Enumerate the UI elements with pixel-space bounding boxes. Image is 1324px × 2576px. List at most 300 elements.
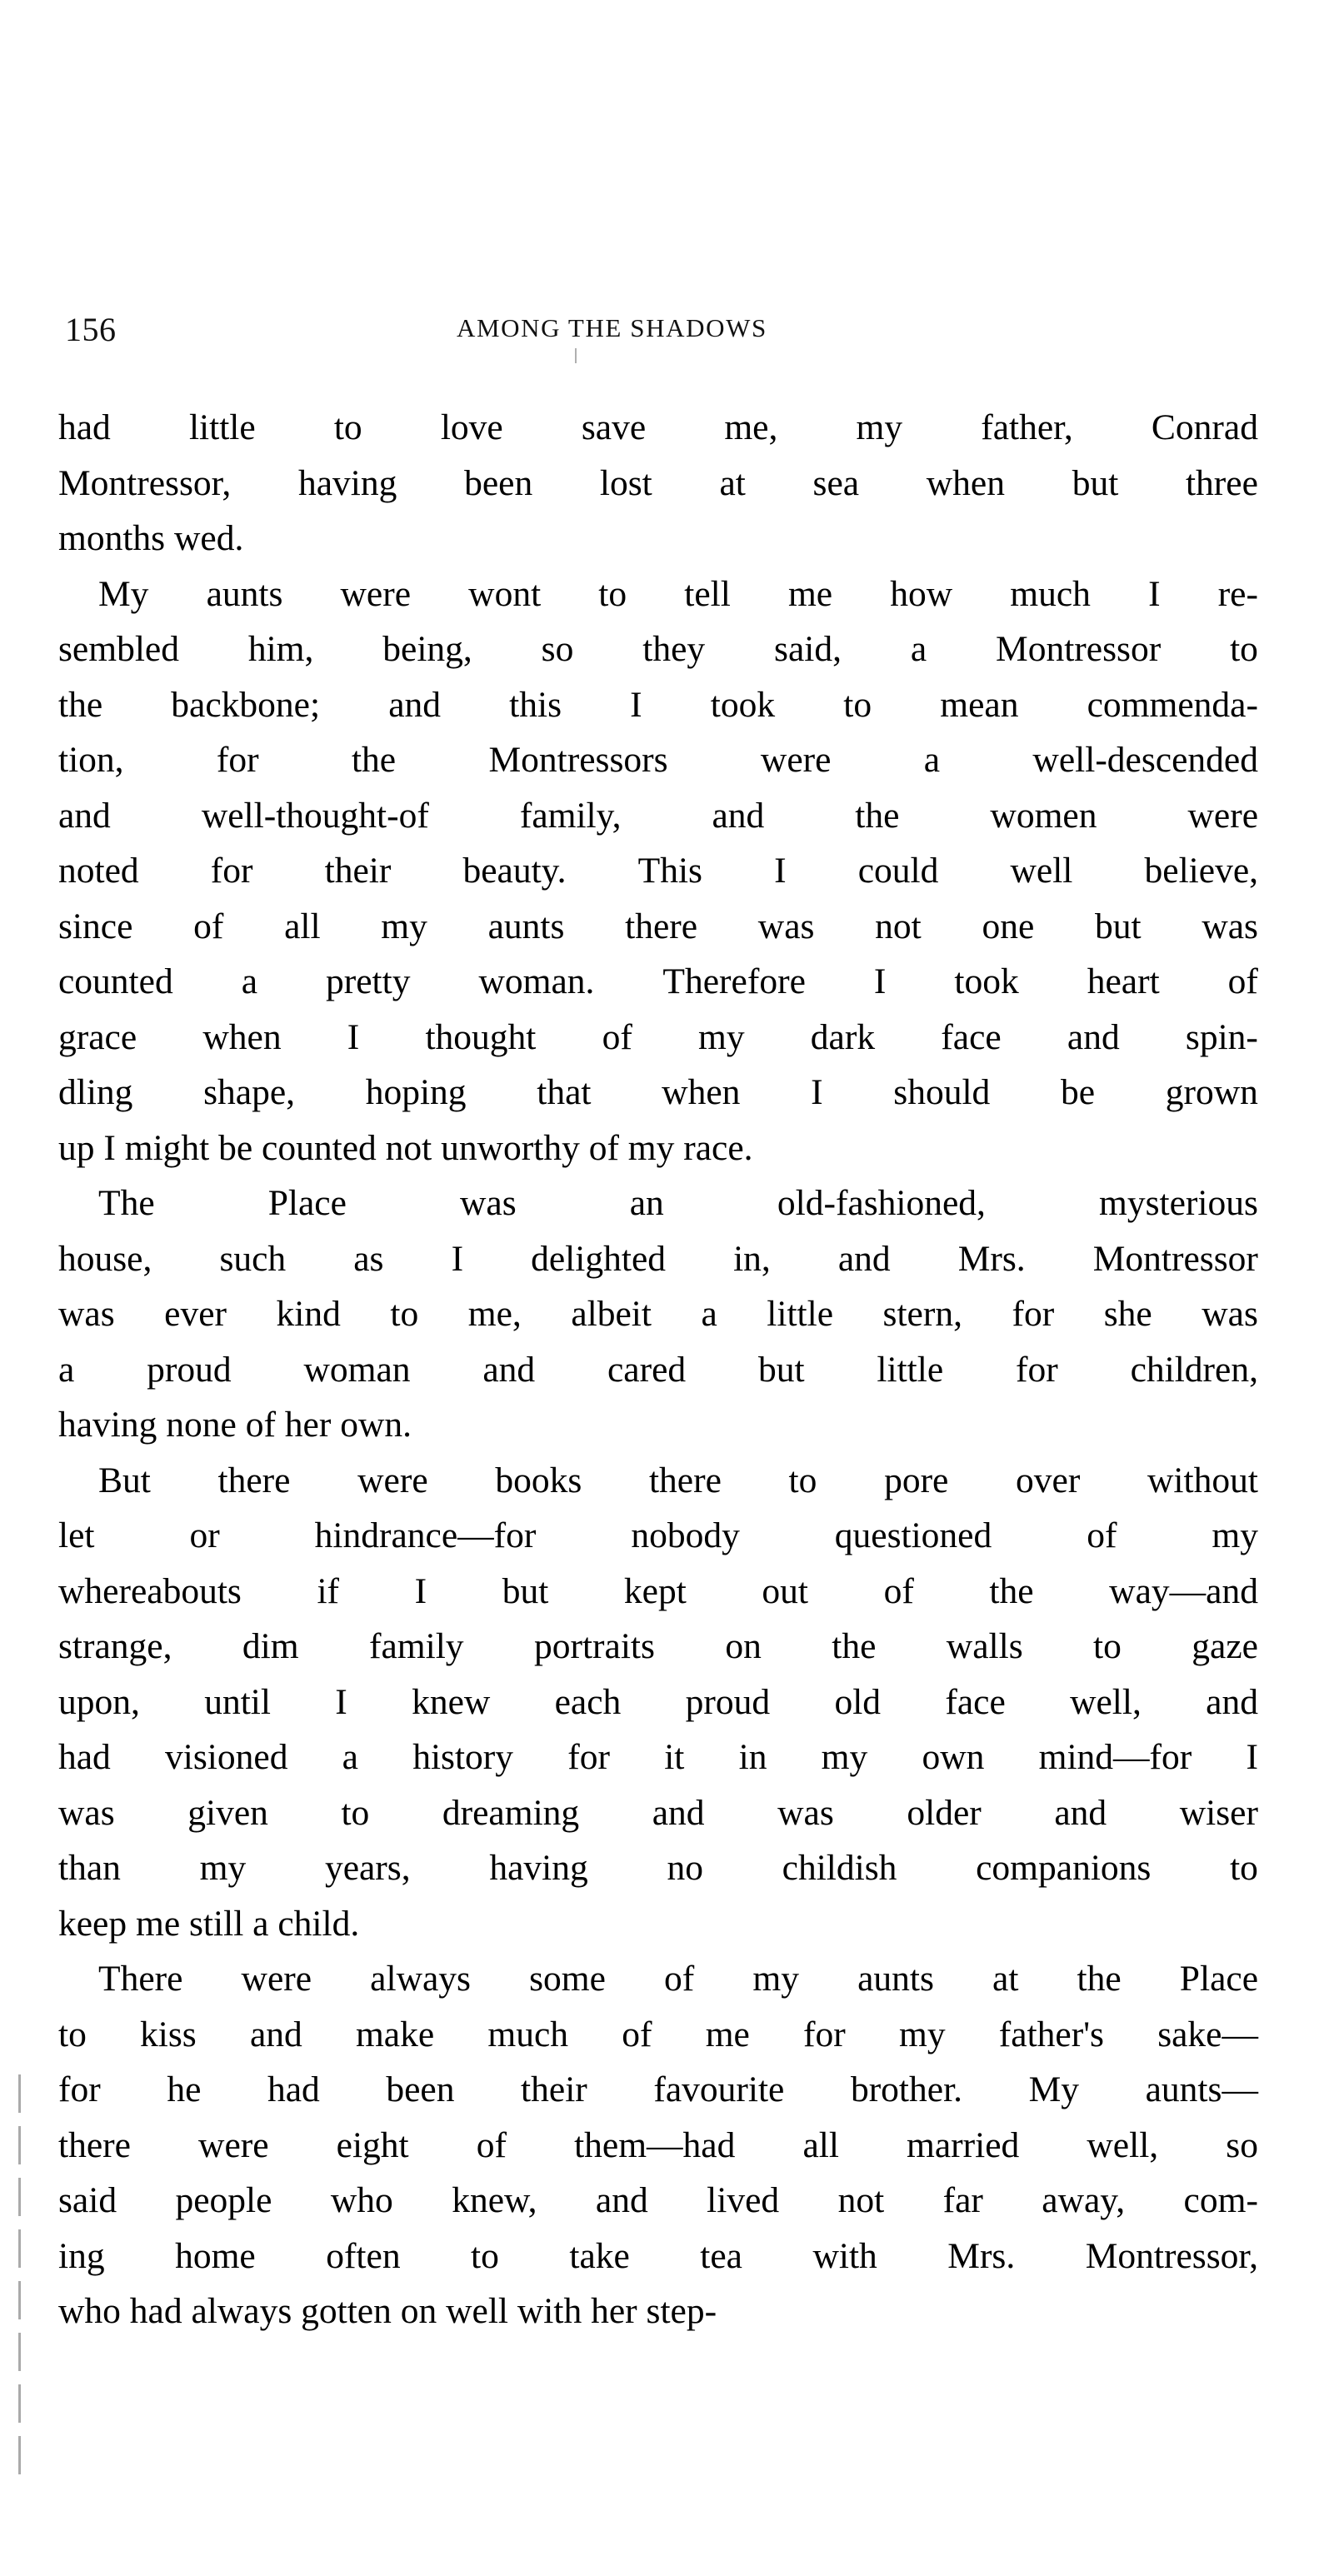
- text-line: [58, 2062, 1258, 2118]
- word: and: [58, 795, 111, 836]
- word: were: [241, 1959, 312, 1999]
- word: for: [567, 1737, 610, 1777]
- word: I: [347, 1016, 360, 1057]
- text-line: [58, 456, 1258, 512]
- word: there: [217, 1460, 291, 1500]
- word: kiss: [140, 2014, 197, 2054]
- word: was: [1202, 1294, 1258, 1334]
- word: they: [642, 629, 706, 669]
- word: tea: [700, 2235, 742, 2276]
- word: face: [941, 1016, 1002, 1057]
- word: took: [710, 684, 776, 725]
- word: dreaming: [442, 1792, 580, 1833]
- word: me,: [467, 1294, 522, 1334]
- word: me: [705, 2014, 750, 2054]
- text-line: [58, 2007, 1258, 2063]
- word: to: [843, 684, 872, 725]
- word: it: [664, 1737, 685, 1777]
- word: old: [834, 1681, 882, 1722]
- word: of: [602, 1016, 632, 1057]
- word: all: [802, 2124, 839, 2165]
- text-line: [58, 2118, 1258, 2174]
- word: when: [926, 462, 1005, 503]
- word: home: [175, 2235, 256, 2276]
- word: sembled: [58, 629, 179, 669]
- word: visioned: [165, 1737, 288, 1777]
- word: family: [368, 1626, 464, 1666]
- word: Montressor: [996, 629, 1162, 669]
- word: was: [58, 1294, 115, 1334]
- word: and: [1206, 1681, 1258, 1722]
- word: in: [738, 1737, 767, 1777]
- word: mind—for: [1038, 1737, 1192, 1777]
- word: hoping: [365, 1072, 467, 1112]
- text-line: [58, 2173, 1258, 2229]
- word: were: [1187, 795, 1258, 836]
- word: stern,: [882, 1294, 962, 1334]
- word: me,: [724, 407, 778, 447]
- word: each: [554, 1681, 622, 1722]
- word: some: [529, 1959, 606, 1999]
- word: to: [471, 2235, 499, 2276]
- word: sea: [812, 462, 860, 503]
- word: my: [856, 407, 903, 447]
- word: My: [98, 573, 149, 614]
- word: she: [1103, 1294, 1152, 1334]
- text-line: [58, 1785, 1258, 1841]
- text-line: [58, 1342, 1258, 1398]
- word: their: [521, 2069, 587, 2109]
- word: ever: [164, 1294, 227, 1334]
- word: on: [725, 1626, 762, 1666]
- page-header: [65, 310, 1257, 348]
- word: books: [495, 1460, 582, 1500]
- word: but: [758, 1349, 805, 1390]
- word: out: [762, 1570, 808, 1611]
- word: brother.: [850, 2069, 963, 2109]
- word: to: [390, 1294, 419, 1334]
- word: wont: [468, 573, 542, 614]
- word: for: [210, 851, 253, 891]
- text-line: [58, 1951, 1258, 2007]
- word: if: [317, 1570, 340, 1611]
- word: people: [175, 2180, 272, 2220]
- word: so: [1226, 2124, 1258, 2165]
- word: all: [284, 906, 321, 946]
- word: kept: [623, 1570, 687, 1611]
- word: such: [219, 1238, 287, 1279]
- text-line: months wed.: [58, 518, 244, 558]
- word: of: [883, 1570, 914, 1611]
- word: been: [386, 2069, 455, 2109]
- word: commenda-: [1087, 684, 1258, 725]
- word: given: [187, 1792, 268, 1833]
- word: could: [857, 851, 939, 891]
- word: my: [698, 1016, 745, 1057]
- word: father's: [998, 2014, 1104, 2054]
- word: much: [1010, 573, 1091, 614]
- word: how: [890, 573, 953, 614]
- word: my: [1212, 1515, 1258, 1555]
- word: and: [595, 2180, 648, 2220]
- word: save: [581, 407, 647, 447]
- text-line: keep me still a child.: [58, 1903, 360, 1944]
- word: heart: [1087, 961, 1160, 1001]
- word: was: [777, 1792, 834, 1833]
- word: woman: [303, 1349, 411, 1390]
- word: of: [193, 906, 224, 946]
- word: This: [637, 851, 702, 891]
- text-line: [58, 788, 1258, 844]
- word: re-: [1217, 573, 1258, 614]
- word: well: [1010, 851, 1073, 891]
- word: were: [340, 573, 412, 614]
- word: lived: [707, 2180, 780, 2220]
- word: married: [907, 2124, 1020, 2165]
- word: My: [1028, 2069, 1080, 2109]
- word: make: [355, 2014, 435, 2054]
- word: be: [1060, 1072, 1096, 1112]
- word: Conrad: [1151, 407, 1258, 447]
- word: having: [489, 1848, 588, 1888]
- word: Place: [1179, 1959, 1258, 1999]
- word: being,: [382, 629, 472, 669]
- word: for: [216, 740, 259, 780]
- word: but: [502, 1570, 549, 1611]
- word: beauty.: [462, 851, 567, 891]
- word: wiser: [1179, 1792, 1258, 1833]
- word: But: [98, 1460, 151, 1500]
- word: love: [440, 407, 503, 447]
- word: for: [1012, 1294, 1055, 1334]
- word: who: [330, 2180, 393, 2220]
- word: my: [199, 1848, 247, 1888]
- word: questioned: [834, 1515, 992, 1555]
- text-line: [58, 1065, 1258, 1121]
- word: Montressor: [1092, 1238, 1258, 1279]
- text-line: [58, 1176, 1258, 1231]
- word: backbone;: [171, 684, 321, 725]
- word: my: [752, 1959, 799, 1999]
- word: three: [1185, 462, 1258, 503]
- word: of: [664, 1959, 695, 1999]
- word: noted: [58, 851, 139, 891]
- word: whereabouts: [58, 1570, 242, 1611]
- word: thought: [425, 1016, 537, 1057]
- word: one: [982, 906, 1035, 946]
- text-line: up I might be counted not unworthy of my race.: [58, 1127, 753, 1168]
- word: a: [701, 1294, 717, 1334]
- body-text: [58, 400, 1258, 2339]
- word: my: [821, 1737, 868, 1777]
- word: I: [873, 961, 887, 1001]
- word: I: [774, 851, 787, 891]
- word: companions: [976, 1848, 1152, 1888]
- word: I: [451, 1238, 464, 1279]
- text-line: having none of her own.: [58, 1405, 412, 1445]
- word: until: [204, 1681, 271, 1722]
- word: knew: [412, 1681, 491, 1722]
- word: not: [875, 906, 922, 946]
- word: family,: [519, 795, 622, 836]
- word: upon,: [58, 1681, 140, 1722]
- word: there: [648, 1460, 722, 1500]
- word: when: [662, 1072, 741, 1112]
- word: a: [241, 961, 258, 1001]
- word: hindrance—for: [314, 1515, 537, 1555]
- word: mean: [940, 684, 1019, 725]
- word: should: [893, 1072, 991, 1112]
- text-line: [58, 400, 1258, 456]
- text-line: [58, 954, 1258, 1010]
- word: aunts—: [1145, 2069, 1258, 2109]
- gutter-margin-mark: [18, 2074, 21, 2474]
- word: portraits: [533, 1626, 655, 1666]
- text-line: [58, 677, 1258, 733]
- word: no: [667, 1848, 703, 1888]
- word: house,: [58, 1238, 152, 1279]
- word: far: [942, 2180, 983, 2220]
- word: aunts: [206, 573, 283, 614]
- word: so: [541, 629, 574, 669]
- text-line: [58, 1231, 1258, 1287]
- word: took: [954, 961, 1019, 1001]
- word: and: [482, 1349, 536, 1390]
- word: said,: [774, 629, 842, 669]
- word: knew,: [452, 2180, 537, 2220]
- word: older: [907, 1792, 982, 1833]
- word: but: [1095, 906, 1142, 946]
- word: for: [803, 2014, 846, 2054]
- word: the: [351, 740, 397, 780]
- word: and: [1054, 1792, 1107, 1833]
- word: Place: [267, 1183, 347, 1223]
- text-line: who had always gotten on well with her step-: [58, 2291, 717, 2331]
- word: to: [341, 1792, 370, 1833]
- word: years,: [324, 1848, 411, 1888]
- word: he: [167, 2069, 202, 2109]
- header-tick-mark: [575, 348, 577, 363]
- word: me: [787, 573, 833, 614]
- word: and: [652, 1792, 705, 1833]
- word: sake—: [1157, 2014, 1258, 2054]
- word: spin-: [1185, 1016, 1258, 1057]
- word: were: [760, 740, 832, 780]
- word: much: [487, 2014, 569, 2054]
- text-line: [58, 1730, 1258, 1785]
- word: little: [767, 1294, 834, 1334]
- word: delighted: [531, 1238, 666, 1279]
- word: for: [58, 2069, 101, 2109]
- word: their: [324, 851, 392, 891]
- word: grace: [58, 1016, 137, 1057]
- word: well-descended: [1032, 740, 1258, 780]
- word: Montressor,: [1085, 2235, 1258, 2276]
- word: let: [58, 1515, 95, 1555]
- word: little: [188, 407, 256, 447]
- word: and: [837, 1238, 891, 1279]
- word: but: [1072, 462, 1119, 503]
- word: eight: [336, 2124, 409, 2165]
- word: was: [1202, 906, 1258, 946]
- word: the: [58, 684, 103, 725]
- text-line: [58, 1453, 1258, 1509]
- word: to: [1230, 629, 1258, 669]
- word: were: [198, 2124, 269, 2165]
- word: there: [625, 906, 698, 946]
- word: albeit: [571, 1294, 652, 1334]
- word: always: [370, 1959, 471, 1999]
- word: to: [1230, 1848, 1258, 1888]
- word: Mrs.: [957, 1238, 1026, 1279]
- word: favourite: [653, 2069, 785, 2109]
- word: childish: [782, 1848, 897, 1888]
- text-line: [58, 732, 1258, 788]
- word: pore: [884, 1460, 949, 1500]
- word: I: [630, 684, 642, 725]
- word: had: [58, 1737, 111, 1777]
- word: I: [1246, 1737, 1258, 1777]
- word: old-fashioned,: [777, 1183, 986, 1223]
- word: counted: [58, 961, 173, 1001]
- word: a: [923, 740, 941, 780]
- text-line: [58, 1286, 1258, 1342]
- text-line: [58, 622, 1258, 677]
- word: not: [837, 2180, 885, 2220]
- word: the: [832, 1626, 877, 1666]
- word: Therefore: [662, 961, 806, 1001]
- word: aunts: [487, 906, 565, 946]
- word: of: [1227, 961, 1258, 1001]
- word: over: [1016, 1460, 1081, 1500]
- word: dling: [58, 1072, 133, 1112]
- word: dim: [242, 1626, 299, 1666]
- word: the: [855, 795, 900, 836]
- word: to: [1093, 1626, 1122, 1666]
- word: the: [989, 1570, 1034, 1611]
- word: was: [58, 1792, 115, 1833]
- text-line: [58, 1508, 1258, 1564]
- word: to: [58, 2014, 87, 2054]
- word: at: [719, 462, 746, 503]
- word: cared: [607, 1349, 687, 1390]
- word: and: [249, 2014, 302, 2054]
- word: the: [1077, 1959, 1122, 1999]
- word: aunts: [857, 1959, 934, 1999]
- word: been: [464, 462, 533, 503]
- word: There: [98, 1959, 183, 1999]
- word: was: [757, 906, 815, 946]
- word: to: [333, 407, 362, 447]
- word: of: [476, 2124, 507, 2165]
- word: strange,: [58, 1626, 172, 1666]
- word: to: [788, 1460, 817, 1500]
- text-line: [58, 567, 1258, 622]
- word: gaze: [1192, 1626, 1258, 1666]
- text-line: [58, 1010, 1258, 1066]
- word: own: [922, 1737, 985, 1777]
- word: proud: [147, 1349, 232, 1390]
- word: tion,: [58, 740, 124, 780]
- word: for: [1016, 1349, 1058, 1390]
- word: a: [58, 1349, 75, 1390]
- word: believe,: [1144, 851, 1258, 891]
- word: without: [1147, 1460, 1258, 1500]
- word: com-: [1183, 2180, 1258, 2220]
- text-line: [58, 1675, 1258, 1730]
- word: proud: [685, 1681, 771, 1722]
- word: at: [992, 1959, 1019, 1999]
- word: grown: [1165, 1072, 1258, 1112]
- word: Montressors: [488, 740, 668, 780]
- word: or: [189, 1515, 220, 1555]
- word: I: [811, 1072, 823, 1112]
- word: tell: [684, 573, 731, 614]
- word: my: [898, 2014, 946, 2054]
- word: women: [990, 795, 1097, 836]
- word: my: [381, 906, 427, 946]
- word: than: [58, 1848, 121, 1888]
- word: Mrs.: [947, 2235, 1016, 2276]
- word: well,: [1087, 2124, 1159, 2165]
- word: there: [58, 2124, 131, 2165]
- word: I: [414, 1570, 427, 1611]
- word: dark: [810, 1016, 876, 1057]
- word: I: [1148, 573, 1161, 614]
- word: mysterious: [1099, 1183, 1258, 1223]
- word: often: [326, 2235, 401, 2276]
- word: them—had: [574, 2124, 736, 2165]
- word: children,: [1130, 1349, 1258, 1390]
- word: this: [509, 684, 562, 725]
- word: The: [98, 1183, 155, 1223]
- word: him,: [247, 629, 314, 669]
- word: history: [412, 1737, 514, 1777]
- word: and: [712, 795, 765, 836]
- word: little: [877, 1349, 944, 1390]
- word: father,: [981, 407, 1073, 447]
- word: and: [1067, 1016, 1120, 1057]
- word: ing: [58, 2235, 105, 2276]
- word: as: [353, 1238, 384, 1279]
- text-line: [58, 899, 1258, 955]
- word: walls: [946, 1626, 1023, 1666]
- text-line: [58, 843, 1258, 899]
- word: with: [812, 2235, 877, 2276]
- word: well-thought-of: [201, 795, 429, 836]
- word: that: [537, 1072, 592, 1112]
- word: was: [460, 1183, 517, 1223]
- word: had: [58, 407, 111, 447]
- word: kind: [276, 1294, 341, 1334]
- page-number: 156: [65, 311, 117, 348]
- word: since: [58, 906, 133, 946]
- word: away,: [1042, 2180, 1126, 2220]
- word: woman.: [478, 961, 595, 1001]
- running-head: AMONG THE SHADOWS: [457, 313, 767, 342]
- word: lost: [599, 462, 652, 503]
- word: when: [202, 1016, 282, 1057]
- word: in,: [733, 1238, 771, 1279]
- word: having: [297, 462, 397, 503]
- word: nobody: [631, 1515, 740, 1555]
- text-line: [58, 1840, 1258, 1896]
- word: and: [388, 684, 442, 725]
- text-line: [58, 1564, 1258, 1620]
- word: of: [1087, 1515, 1117, 1555]
- word: well,: [1070, 1681, 1142, 1722]
- word: an: [629, 1183, 664, 1223]
